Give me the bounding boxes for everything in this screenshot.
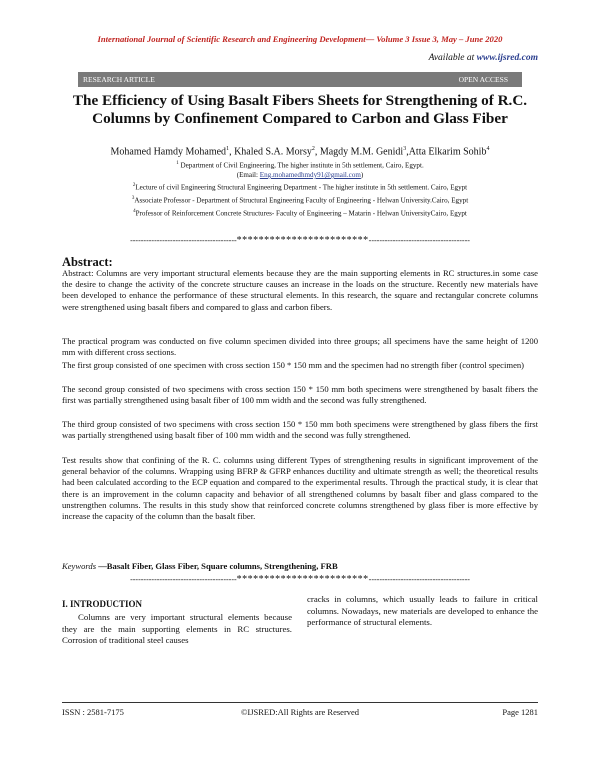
journal-header: International Journal of Scientific Research and Engineering Development— Volume 3 Issue 3, May – June 2020 bbox=[97, 34, 503, 44]
footer-rule bbox=[62, 702, 538, 703]
open-access-label: OPEN ACCESS bbox=[458, 75, 508, 84]
affiliation-2 bbox=[40, 183, 560, 191]
author-1: Mohamed Hamdy Mohamed bbox=[110, 146, 227, 158]
author-3: , Magdy M.M. Genidi bbox=[314, 146, 404, 158]
author-2: , Khaled S.A. Morsy bbox=[229, 146, 312, 158]
paper-title: The Efficiency of Using Basalt Fibers Sheets for Strengthening of R.C. Columns by Confinement Compared to Carbon and Glass Fiber bbox=[72, 92, 528, 127]
affiliation-2-num: 2 bbox=[132, 183, 136, 188]
separator-dashes-right: -------------------------------------- bbox=[368, 575, 470, 584]
abstract-heading: Abstract: bbox=[62, 255, 113, 269]
separator-stars: ************************ bbox=[236, 235, 369, 246]
article-type-label: RESEARCH ARTICLE bbox=[83, 75, 155, 84]
email-suffix: ) bbox=[360, 171, 364, 179]
affiliation-4 bbox=[40, 209, 560, 217]
abstract-paragraph-5: The third group consisted of two specimens with cross section 150 * 150 mm both specimens were strengthened by glass fibers the first was partially strengthened using basalt fiber of 100 mm width and the second was fully strengthened. bbox=[62, 419, 538, 441]
introduction-heading: I. INTRODUCTION bbox=[62, 599, 143, 609]
email-prefix: (Email: bbox=[236, 171, 260, 179]
footer-issn: ISSN : 2581-7175 bbox=[62, 707, 124, 717]
introduction-left-column: Columns are very important structural elements because they are the main supporting elements in RC structures. Corrosion of traditional steel causes bbox=[62, 612, 292, 646]
availability-line bbox=[429, 53, 538, 63]
separator-dashes-left: ---------------------------------------- bbox=[130, 575, 237, 584]
abstract-paragraph-2: The practical program was conducted on five column specimen divided into three groups; all specimens have the same height of 1200 mm with different cross sections. bbox=[62, 336, 538, 358]
keywords-text: —Basalt Fiber, Glass Fiber, Square columns, Strengthening, FRB bbox=[96, 561, 338, 571]
affiliation-3-text: Associate Professor - Department of Structural Engineering Faculty of Engineering - Helwan University.Cairo, Egypt bbox=[134, 196, 469, 205]
footer-page-number: Page 1281 bbox=[502, 707, 538, 717]
author-4: ,Atta Elkarim Sohib bbox=[406, 146, 487, 158]
keywords-line bbox=[62, 561, 338, 571]
article-type-bar bbox=[78, 72, 522, 87]
affiliation-1 bbox=[40, 161, 560, 169]
separator-dashes-right: -------------------------------------- bbox=[368, 236, 470, 245]
abstract-paragraph-1: Abstract: Columns are very important structural elements because they are the main supporting elements in RC structures.in some case the desire to change the activity of the concrete structure causes an increase in the loads on the structure. Recently new materials have been developed to enhance the performance of these structural elements. In this research, the square and rectangular concrete columns were strengthened using basalt fibers and compared to glass and carbon fibers. bbox=[62, 268, 538, 312]
journal-url-link[interactable]: www.ijsred.com bbox=[476, 53, 538, 63]
separator-dashes-left: ---------------------------------------- bbox=[130, 236, 237, 245]
author-list bbox=[40, 146, 560, 157]
author-4-sup: 4 bbox=[486, 146, 490, 152]
affiliation-4-text: Professor of Reinforcement Concrete Structures- Faculty of Engineering – Matarin - Helwan UniversityCairo, Egypt bbox=[135, 209, 467, 218]
separator-bottom bbox=[62, 574, 538, 585]
keywords-label: Keywords bbox=[62, 561, 97, 571]
available-prefix: Available at bbox=[428, 53, 477, 63]
abstract-paragraph-6: Test results show that confining of the R. C. columns using different Types of strengthening results in significant improvement of the general behavior of the columns. Wrapping using BFRP & GFRP enhances ductility and ultimate strength as well; the theoretical results had been calculated according to the ECP equation and compared to the experimental results. Through the practical study, it is clear that there is an improvement in the column capacity and behavior of all strengthened columns by basalt fiber and glass compared to the unstrengthen columns. The results in this study show that reinforced concrete columns strengthened by glass fiber is more effective by increase the capacity of the column than the basalt fiber. bbox=[62, 455, 538, 522]
abstract-paragraph-3: The first group consisted of one specimen with cross section 150 * 150 mm and the specimen had no strength fiber (control specimen) bbox=[62, 360, 525, 370]
affiliation-4-num: 4 bbox=[133, 209, 136, 214]
affiliation-2-text: Lecture of civil Engineering Structural Engineering Department - The higher institute in 5th settlement. Cairo, Egypt bbox=[135, 183, 468, 192]
affiliation-3 bbox=[40, 196, 560, 204]
affiliation-1-num: 1 bbox=[176, 161, 179, 166]
author-1-sup: 1 bbox=[226, 146, 230, 152]
email-link[interactable]: Eng.mohamedhmdy91@gmail.com bbox=[259, 171, 361, 179]
separator-top bbox=[62, 235, 538, 246]
affiliation-1-text: Department of Civil Engineering, The higher institute in 5th settlement, Cairo, Egypt. bbox=[178, 161, 424, 170]
footer-copyright: ©IJSRED:All Rights are Reserved bbox=[240, 707, 360, 717]
introduction-right-column: cracks in columns, which usually leads to failure in critical columns. Nowadays, new materials are developed to enhance the performance of structural elements. bbox=[307, 594, 538, 628]
abstract-paragraph-4: The second group consisted of two specimens with cross section 150 * 150 mm both specimens were strengthened by basalt fibers the first was partially strengthened using basalt fiber of 100 mm width and the second was fully strengthened. bbox=[62, 384, 538, 406]
author-3-sup: 3 bbox=[403, 146, 407, 152]
email-line bbox=[40, 171, 560, 179]
affiliation-3-num: 3 bbox=[131, 196, 135, 201]
separator-stars: ************************ bbox=[236, 574, 369, 585]
author-2-sup: 2 bbox=[311, 146, 315, 152]
